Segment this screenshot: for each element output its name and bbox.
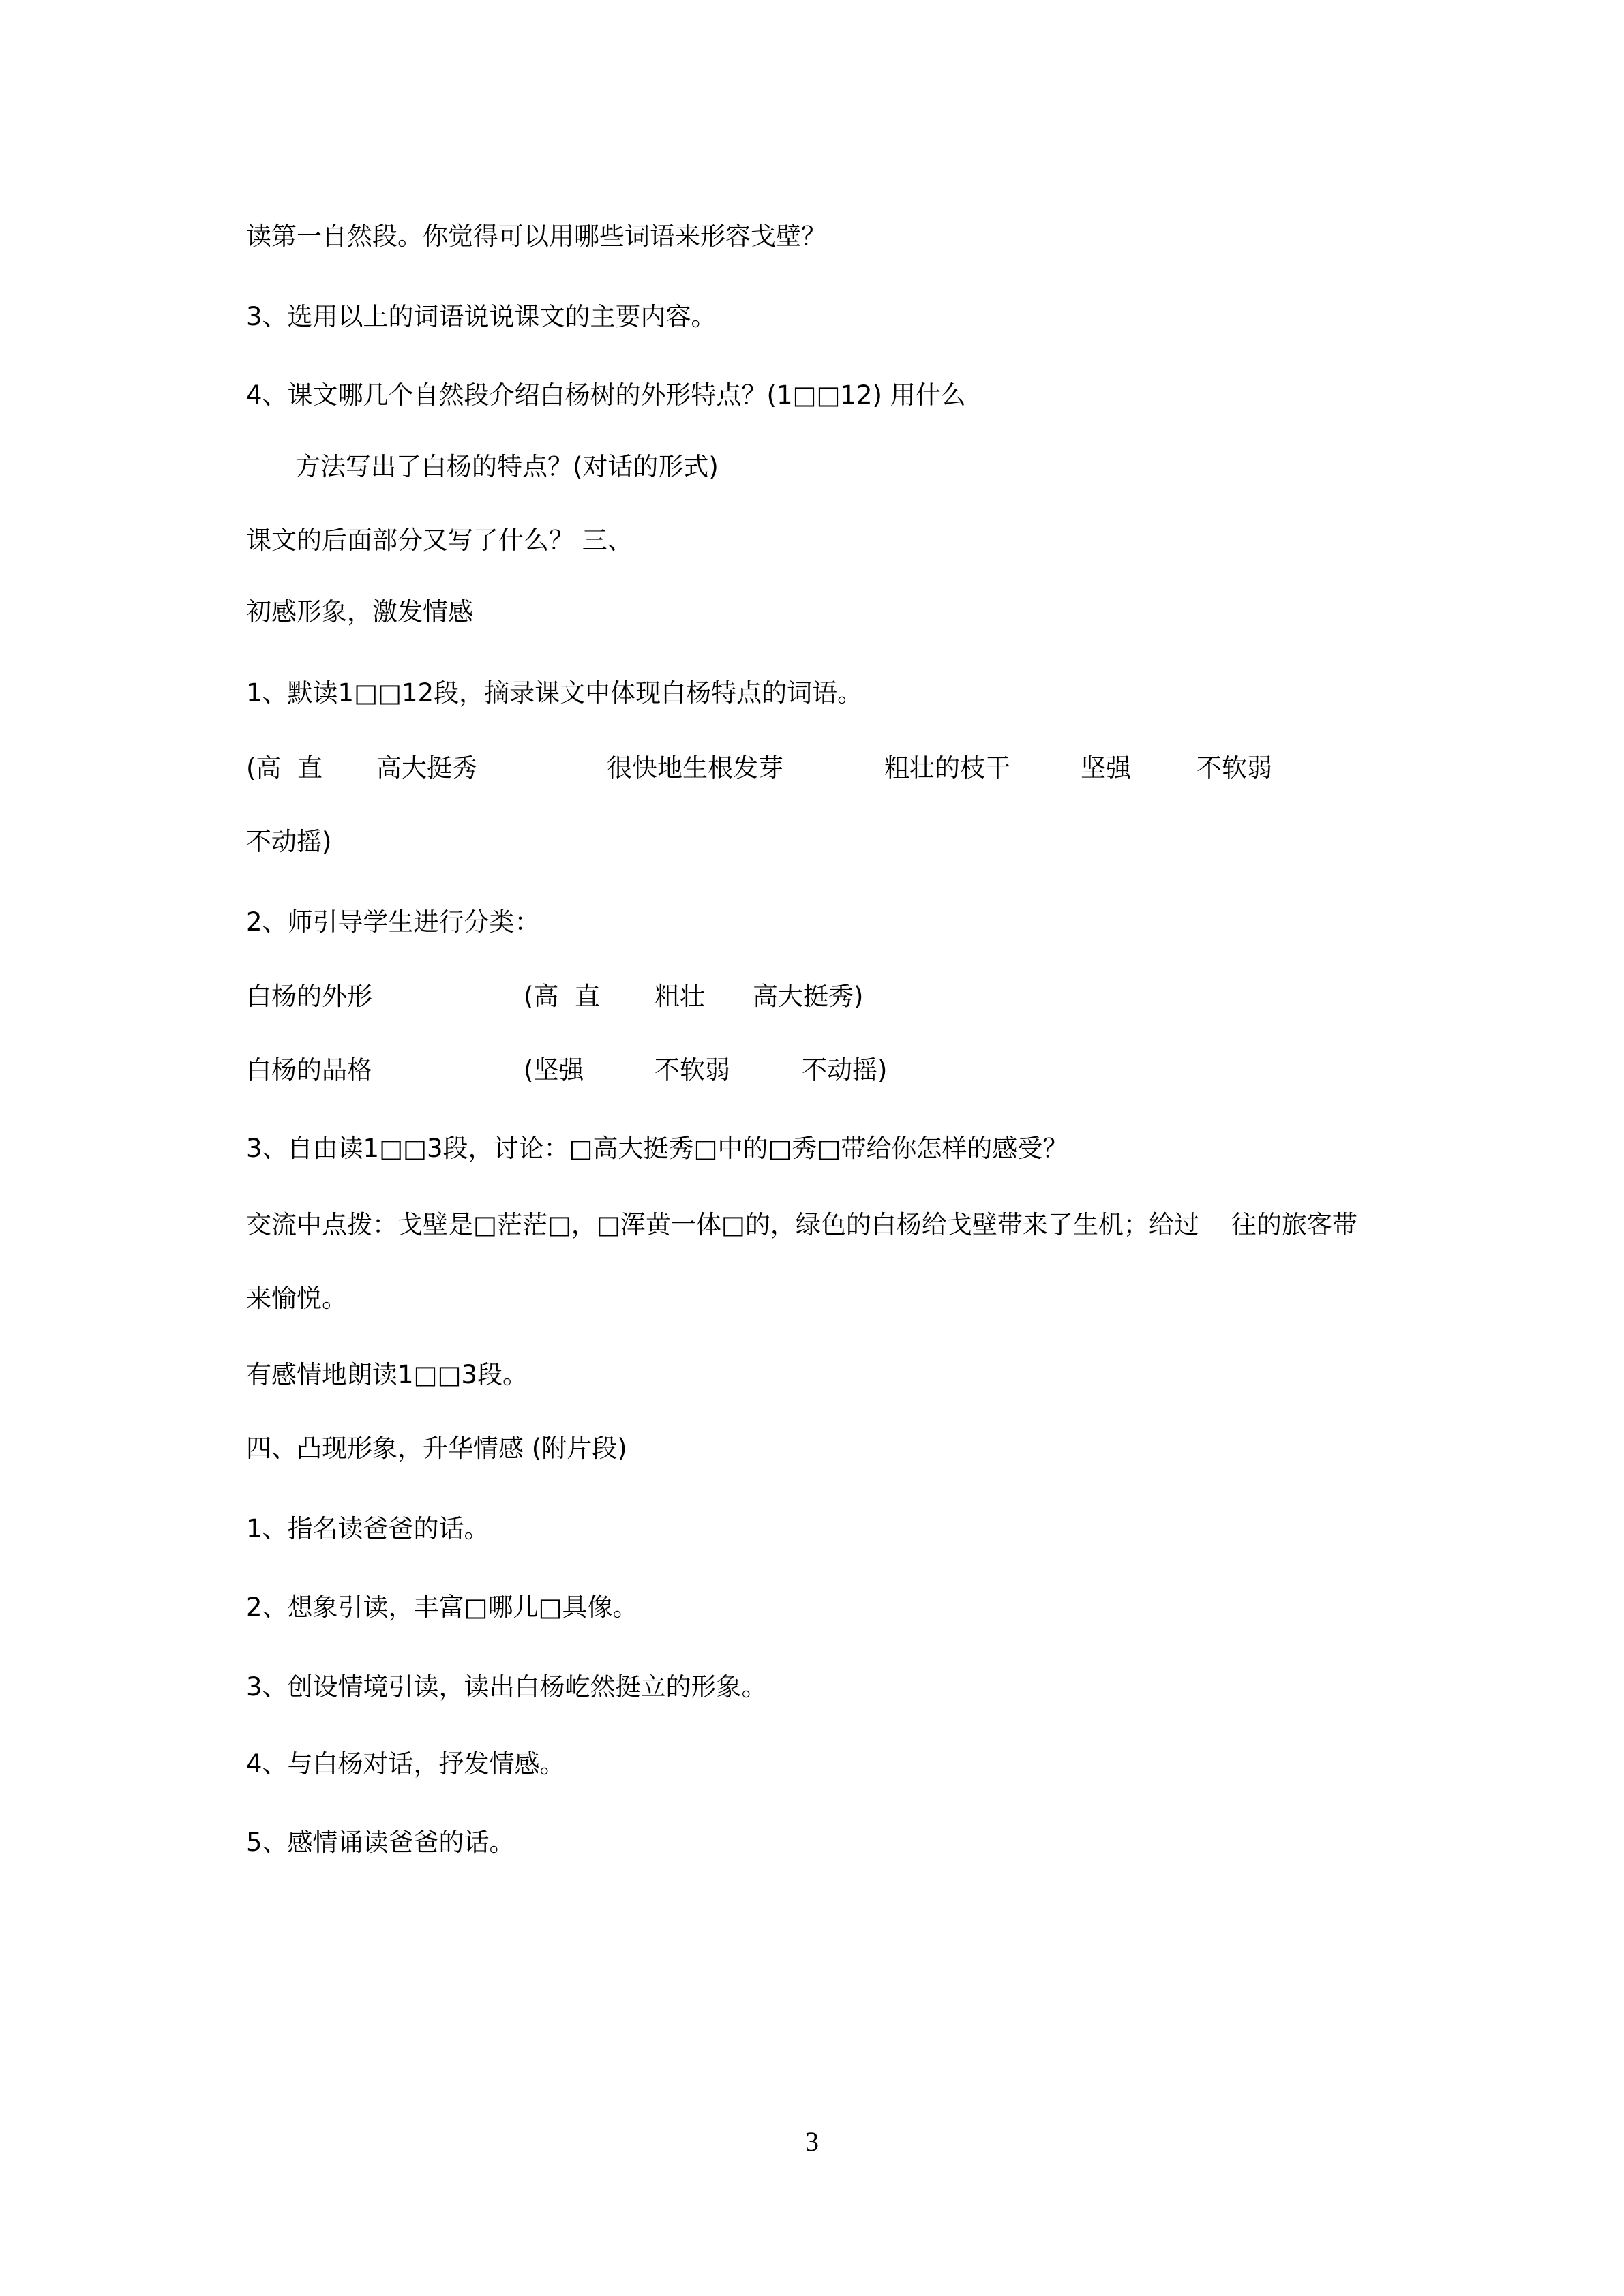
word-item: 很快地生根发芽 (607, 753, 783, 783)
row-item: (坚强 (524, 1055, 584, 1085)
section-heading: 初感形象，激发情感 (246, 597, 473, 626)
text-line: 4、课文哪几个自然段介绍白杨树的外形特点？(1□□12) 用什么 (246, 380, 966, 410)
text-line: 来愉悦。 (246, 1284, 347, 1313)
text-line: 3、创设情境引读，读出白杨屹然挺立的形象。 (246, 1672, 767, 1702)
word-item: 高大挺秀 (376, 753, 477, 783)
text-line: 读第一自然段。你觉得可以用哪些词语来形容戈壁？ (246, 222, 826, 251)
text-line: 不动摇) (246, 827, 332, 856)
text-line: 4、与白杨对话，抒发情感。 (246, 1749, 565, 1779)
section-heading: 四、凸现形象，升华情感 (附片段) (246, 1434, 627, 1463)
text-line: 方法写出了白杨的特点？(对话的形式) (295, 452, 719, 481)
text-line: 1、默读1□□12段，摘录课文中体现白杨特点的词语。 (246, 678, 863, 708)
text-line: 课文的后面部分又写了什么？ 三、 (246, 526, 633, 555)
text-line: 5、感情诵读爸爸的话。 (246, 1828, 515, 1857)
page-number: 3 (805, 2126, 819, 2157)
row-item: 粗壮 (655, 982, 705, 1011)
word-item: 不软弱 (1197, 753, 1272, 783)
word-item: (高 直 (246, 753, 322, 783)
text-line: 2、师引导学生进行分类： (246, 907, 540, 937)
character-row (246, 1053, 1269, 1087)
row-item: 高大挺秀) (753, 982, 864, 1011)
row-item: 不动摇) (802, 1055, 888, 1085)
word-item: 坚强 (1081, 753, 1131, 783)
word-item: 粗壮的枝干 (884, 753, 1010, 783)
text-line: 1、指名读爸爸的话。 (246, 1514, 490, 1543)
row-label: 白杨的品格 (246, 1055, 372, 1085)
text-line: 3、自由读1□□3段，讨论：□高大挺秀□中的□秀□带给你怎样的感受？ (246, 1134, 1068, 1163)
text-line: 有感情地朗读1□□3段。 (246, 1360, 528, 1389)
row-label: 白杨的外形 (246, 982, 372, 1011)
text-line: 2、想象引读，丰富□哪儿□具像。 (246, 1592, 638, 1622)
text-line: 3、选用以上的词语说说课文的主要内容。 (246, 302, 717, 331)
row-item: (高 直 (524, 982, 600, 1011)
text-line: 交流中点拨：戈壁是□茫茫□，□浑黄一体□的，绿色的白杨给戈壁带来了生机；给过 往的旅客带 (246, 1210, 1357, 1239)
appearance-row (246, 980, 1269, 1014)
row-item: 不软弱 (655, 1055, 730, 1085)
word-list-row (246, 751, 1405, 785)
